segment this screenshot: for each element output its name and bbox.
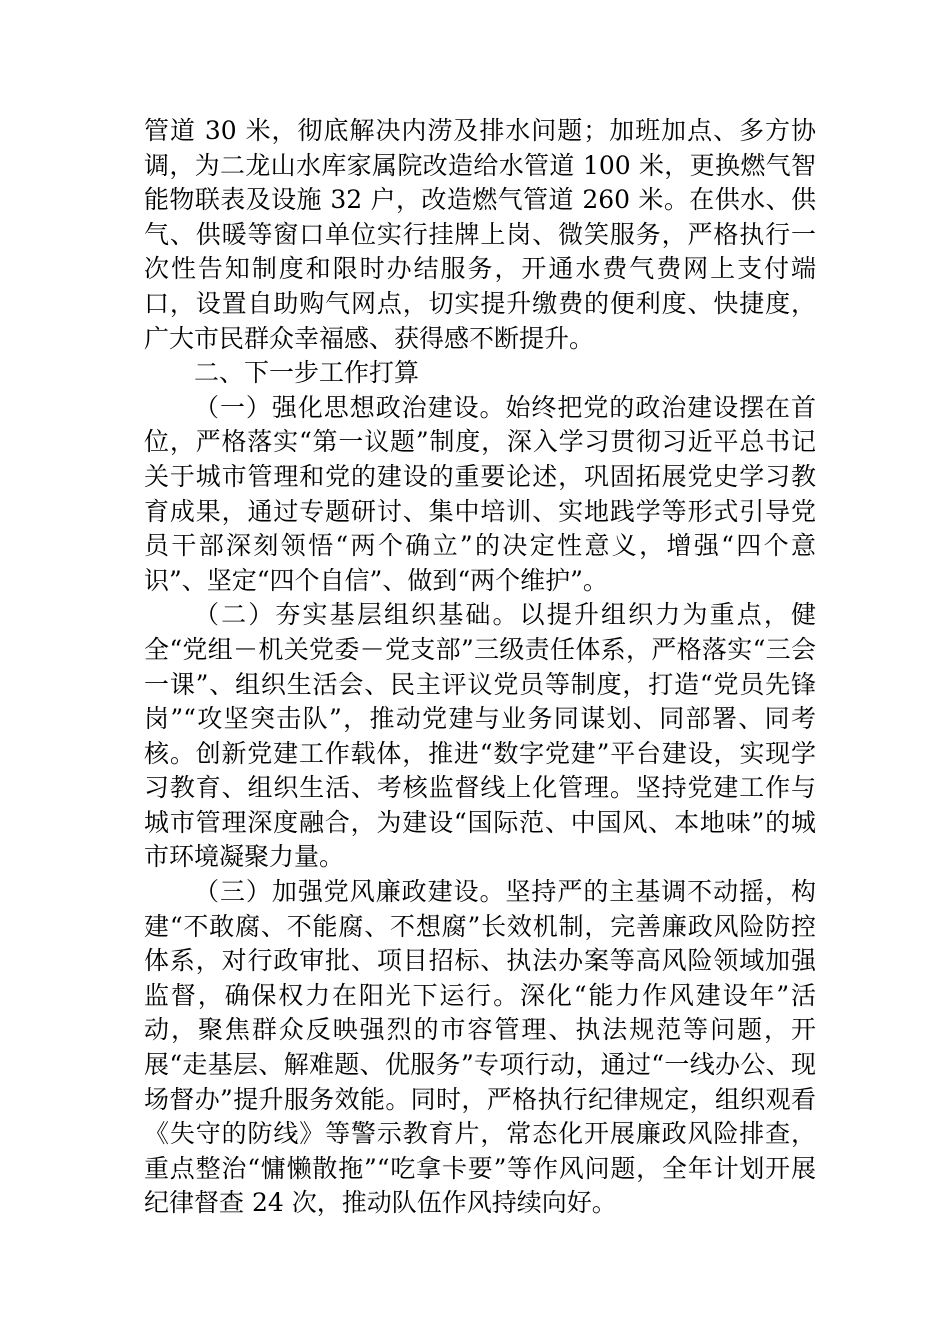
paragraph-continuation: 管道 30 米，彻底解决内涝及排水问题；加班加点、多方协调，为二龙山水库家属院改造给水管道 100 米，更换燃气智能物联表及设施 32 户，改造燃气管道 260 米。在供水、供气、供暖等窗口单位实行挂牌上岗、微笑服务，严格执行一次性告知制度和限时办结服务，开通水费气费网上支付端口，设置自助购气网点，切实提升缴费的便利度、快捷度，广大市民群众幸福感、获得感不断提升。 [144,116,816,353]
paragraph-grassroots-organization: （二）夯实基层组织基础。以提升组织力为重点，健全“党组－机关党委－党支部”三级责任体系，严格落实“三会一课”、组织生活会、民主评议党员等制度，打造“党员先锋岗”“攻坚突击队”，推动党建与业务同谋划、同部署、同考核。创新党建工作载体，推进“数字党建”平台建设，实现学习教育、组织生活、考核监督线上化管理。坚持党建工作与城市管理深度融合，为建设“国际范、中国风、本地味”的城市环境凝聚力量。 [144,600,816,872]
document-body [144,114,816,1221]
section-heading-next-steps: 二、下一步工作打算 [194,358,420,388]
paragraph-integrity-building: （三）加强党风廉政建设。坚持严的主基调不动摇，构建“不敢腐、不能腐、不想腐”长效机制，完善廉政风险防控体系，对行政审批、项目招标、执法办案等高风险领域加强监督，确保权力在阳光下运行。深化“能力作风建设年”活动，聚焦群众反映强烈的市容管理、执法规范等问题，开展“走基层、解难题、优服务”专项行动，通过“一线办公、现场督办”提升服务效能。同时，严格执行纪律规定，组织观看《失守的防线》等警示教育片，常态化开展廉政风险排查，重点整治“慵懒散拖”“吃拿卡要”等作风问题，全年计划开展纪律督查 24 次，推动队伍作风持续向好。 [144,877,816,1218]
paragraph-political-building: （一）强化思想政治建设。始终把党的政治建设摆在首位，严格落实“第一议题”制度，深入学习贯彻习近平总书记关于城市管理和党的建设的重要论述，巩固拓展党史学习教育成果，通过专题研讨、集中培训、实地践学等形式引导党员干部深刻领悟“两个确立”的决定性意义，增强“四个意识”、坚定“四个自信”、做到“两个维护”。 [144,392,816,595]
